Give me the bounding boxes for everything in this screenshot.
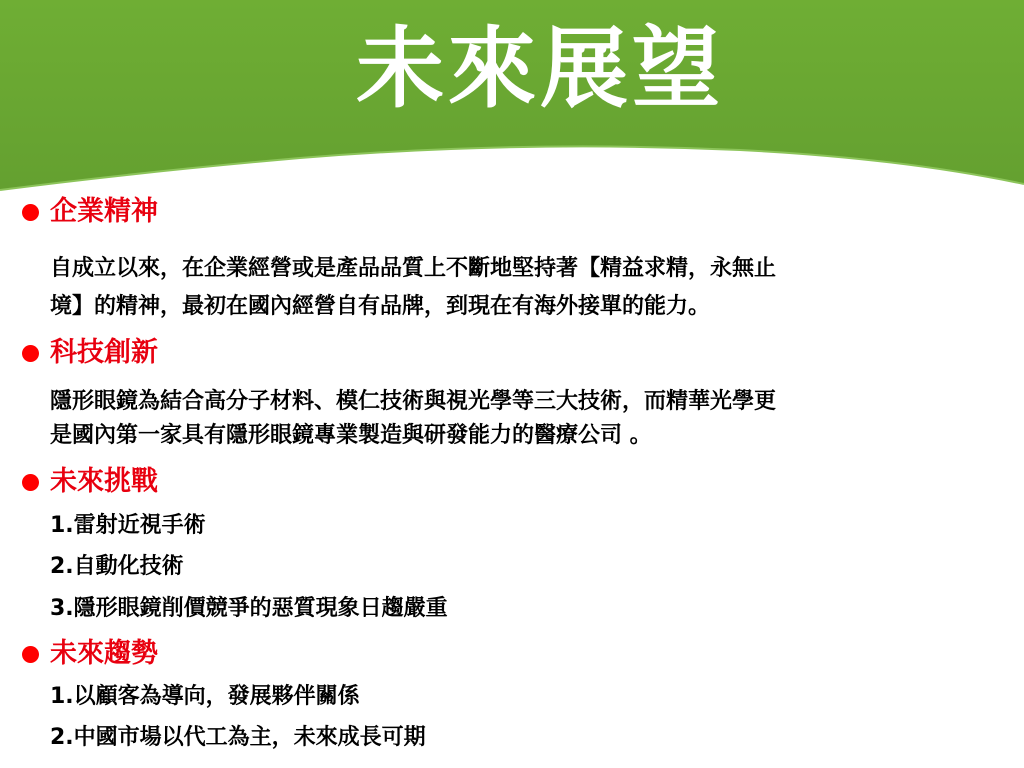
bullet-dot-icon <box>22 204 39 221</box>
paragraph-line: 隱形眼鏡為結合高分子材料、模仁技術與視光學等三大技術，而精華光學更 <box>50 389 777 414</box>
bullet-dot-icon <box>22 646 39 663</box>
list-item: 2.自動化技術 <box>50 554 184 579</box>
section-heading: 未來趨勢 <box>50 638 158 669</box>
section-heading: 科技創新 <box>50 337 158 368</box>
list-item: 1.以顧客為導向，發展夥伴關係 <box>50 684 360 709</box>
section-heading: 企業精神 <box>50 196 158 227</box>
section-heading-row <box>22 634 158 674</box>
section-heading-row <box>22 333 158 373</box>
section-paragraph <box>50 385 1000 453</box>
paragraph-line: 是國內第一家具有隱形眼鏡專業製造與研發能力的醫療公司 。 <box>50 423 652 448</box>
list-item: 2.中國市場以代工為主，未來成長可期 <box>50 725 426 750</box>
section-paragraph <box>50 250 1000 326</box>
section-heading-row <box>22 462 158 502</box>
list-item: 3.隱形眼鏡削價競爭的惡質現象日趨嚴重 <box>50 596 448 621</box>
slide-title: 未來展望 <box>355 17 724 120</box>
bullet-dot-icon <box>22 345 39 362</box>
section-heading-row <box>22 192 158 232</box>
paragraph-line: 自成立以來，在企業經營或是產品品質上不斷地堅持著【精益求精，永無止 <box>50 256 777 281</box>
list-item: 1.雷射近視手術 <box>50 513 206 538</box>
bullet-dot-icon <box>22 474 39 491</box>
paragraph-line: 境】的精神，最初在國內經營自有品牌，到現在有海外接單的能力。 <box>50 294 711 319</box>
section-heading: 未來挑戰 <box>50 466 158 497</box>
